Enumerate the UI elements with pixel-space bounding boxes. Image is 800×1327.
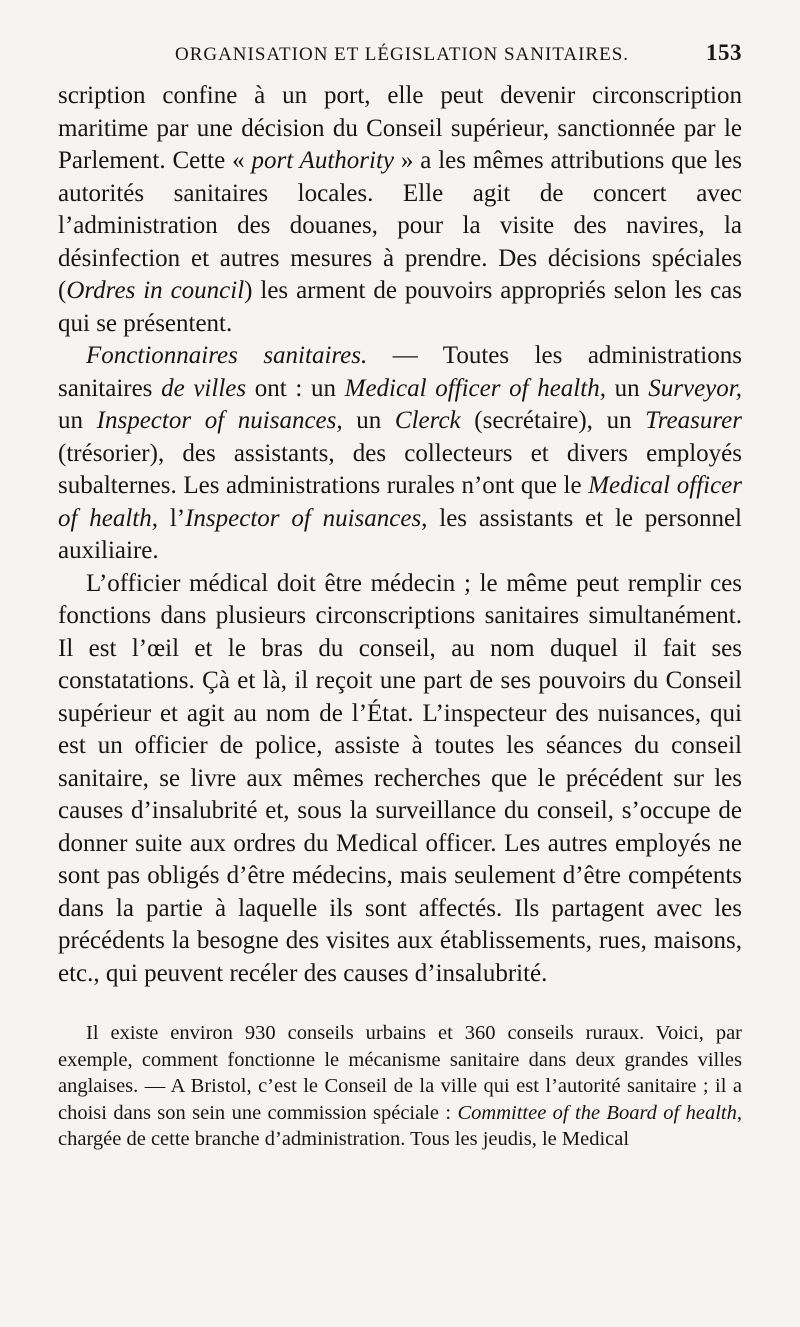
text-run: chargée de cette branche d’administration. Tous les jeudis, le Medical <box>58 1128 630 1150</box>
text-run: Il existe environ 930 conseils urbains et 360 conseils ruraux. Voici, par exemple, comment fonctionne le mécanisme sanitaire dans deux grandes villes anglaises. — A Bristol, c’est le Conseil de la ville qui est l’autorité sanitaire ; il a choisi dans son sein une commission spéciale : <box>58 1022 742 1124</box>
text-run: l’ <box>158 504 186 532</box>
paragraph-fonctionnaires <box>58 340 742 568</box>
text-run: un <box>342 407 395 434</box>
main-text <box>58 80 742 990</box>
text-run: un <box>58 407 97 434</box>
paragraph-port-authority <box>58 80 742 340</box>
italic-term: Surveyor, <box>648 374 742 402</box>
text-run: (secrétaire), un <box>460 407 646 434</box>
italic-term: de villes <box>161 374 247 402</box>
italic-term: port Authority <box>251 147 394 174</box>
italic-term: Clerck <box>394 407 461 434</box>
text-run: ) les arment de pouvoirs appropriés selon les cas qui se présentent. <box>58 277 742 337</box>
page-number: 153 <box>706 40 742 65</box>
book-page <box>58 40 742 1153</box>
paragraph-officier-medical <box>58 568 742 991</box>
text-run: (trésorier), des assistants, des collecteurs et divers employés subalternes. Les administrations rurales n’ont que le <box>58 439 742 499</box>
text-run: L’officier médical doit être médecin ; le même peut remplir ces fonctions dans plusieurs circonscriptions sanitaires simultanément. Il est l’œil et le bras du conseil, au nom duquel il fait ses constatations. Çà et là, il reçoit une part de ses pouvoirs du Conseil supérieur et agit au nom de l’État. L’inspecteur des nuisances, qui est un officier de police, assiste à toutes les séances du conseil sanitaire, se livre aux mêmes recherches que le précédent sur les causes d’insalubrité et, sous la surveillance du conseil, s’occupe de donner suite aux ordres du Medical officer. Les autres employés ne sont pas obligés d’être médecins, mais seulement d’être compétents dans la partie à laquelle ils sont affectés. Ils partagent avec les précédents la besogne des visites aux établissements, rues, maisons, etc., qui peuvent recéler des causes d’insalubrité. <box>58 569 742 987</box>
running-head <box>58 40 742 80</box>
section-heading: Fonctionnaires sanitaires. <box>86 342 368 369</box>
italic-term: Treasurer <box>645 407 742 434</box>
italic-term: Inspector of nuisances, <box>96 407 343 434</box>
footnote-paragraph <box>58 1020 742 1153</box>
text-run: — Toutes les administrations sanitaires <box>58 342 742 402</box>
text-run: ont : un <box>246 374 345 402</box>
italic-term: Medical officer of health, <box>344 374 606 402</box>
running-head-title: ORGANISATION ET LÉGISLATION SANITAIRES. <box>174 44 630 65</box>
text-run: scription confine à un port, elle peut devenir circonscription maritime par une décision du Conseil supérieur, sanctionnée par le Parlement. Cette « <box>58 82 742 174</box>
italic-term: Inspector of nuisances, <box>185 504 428 532</box>
text-run: un <box>605 374 649 402</box>
italic-term: Medical officer of health, <box>58 472 743 532</box>
italic-term: Ordres in council <box>66 277 245 304</box>
text-run: les assistants et le personnel auxiliaire. <box>58 504 742 564</box>
footnote <box>58 1020 742 1153</box>
text-run: » a les mêmes attributions que les autorités sanitaires locales. Elle agit de concert avec l’administration des douanes, pour la visite des navires, la désinfection et autres mesures à prendre. Des décisions spéciales ( <box>58 147 742 304</box>
italic-term: Committee of the Board of health, <box>457 1101 742 1124</box>
